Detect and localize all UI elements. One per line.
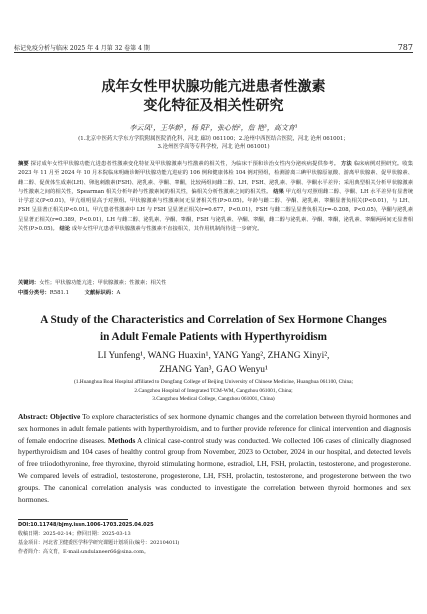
fund-info: 基金项目：河北省卫健委医学科学研究课题计划项目(编号：20210401I): [18, 540, 180, 546]
chinese-affiliation-line2: 3.沧州医学高等专科学校，河北 沧州 061001): [157, 144, 270, 150]
abstract-cn-methods-label: 方法: [340, 161, 352, 167]
clc-label: 中图分类号：: [18, 290, 50, 296]
abstract-en-label: Abstract:: [18, 412, 48, 421]
doi: DOI:10.11748/bjmy.issn.1006-1703.2025.04.025: [18, 522, 154, 528]
abstract-cn-methods: 临床病例对照研究。收集 2023 年 11 月至 2024 年 10 月本院临床明确诊断甲状腺功能亢进症的 106 例和健康体检 104 例对照组，检测游离三碘甲状腺原氨酸、游离甲状腺素、促甲状腺素、雌二醇、促黄体生成素(LH)、卵泡刺激素(FSH)、泌乳素、孕酮、睾酮，比较两组间雌二醇、LH、FSH、泌乳素、孕酮、孕酮水平差异；采用典型相关分析甲状腺激素与性激素之间的相关性，Spearman 相关分析年龄与性激素间的相关性，偏相关分析性激素之间的相关性。: [18, 161, 413, 195]
abstract-cn-label: 摘要: [18, 161, 29, 167]
footnote-divider: [18, 519, 128, 520]
author-info: 作者简介：高文育，E-mail:undulaneer66@sina.com。: [18, 549, 149, 555]
chinese-title-line1: 成年女性甲状腺功能亢进患者性激素: [101, 79, 326, 95]
english-title-line2: in Adult Female Patients with Hyperthyroidism: [100, 331, 327, 343]
english-affiliations: [30, 378, 397, 404]
english-authors-line1: LI Yunfeng¹, WANG Huaxin¹, YANG Yang², ZHANG Xinyi²,: [97, 351, 330, 361]
english-title: [20, 312, 407, 346]
abstract-cn-conclusion-label: 结论: [59, 226, 71, 233]
abstract-en-objective-label: Objective: [49, 412, 81, 421]
classification-line: [18, 289, 413, 298]
abstract-en-methods-label: Methods: [107, 435, 136, 445]
chinese-keywords: [18, 279, 413, 288]
abstract-cn-results-label: 结果: [273, 188, 284, 195]
english-affiliation-line2: 2.Cangzhou Hospital of Integrated TCM-WM, Cangzhou 061001, China;: [134, 387, 293, 394]
keywords-cn-label: 关键词：: [18, 280, 40, 286]
chinese-title-line2: 变化特征及相关性研究: [143, 98, 284, 114]
abstract-cn-results: 甲亢组与对照组雌二醇、孕酮、LH 水平差异有显著统计学意义(P<0.01)，甲亢组明显高于对照组。甲状腺激素与性激素间无显著相关性(P>0.05)。年龄与雌二醇、孕酮、泌乳素、睾酮显著负相关(P<0.01)，与 LH、FSH 呈显著正相关(P<0.01)。甲亢患者性激素中 LH 与 FSH 呈显著正相关(r=0.677，P<0.01)，FSH 与雌二醇呈显著负相关(r=-0.208，P<0.05)，孕酮与泌乳素呈显著正相关(r=0.389，P<0.01)，LH 与雌二醇、泌乳素、孕酮、睾酮，FSH 与泌乳素、孕酮、睾酮，雌二醇与泌乳素、孕酮、睾酮，泌乳素、睾酮两两间无显著相关性(P>0.05)。: [18, 188, 413, 233]
chinese-title: [0, 78, 427, 116]
abstract-cn-objective: 探讨成年女性甲状腺功能亢进患者性激素变化特征及甲状腺激素与性激素的相关性，为临床干预和诊治女性内分泌疾病提供参考。: [30, 161, 340, 167]
abstract-cn-conclusion: 成年女性甲亢患者甲状腺激素与性激素不直接相关，其作用机制尚待进一步研究。: [71, 226, 263, 233]
running-header: [14, 40, 413, 53]
english-affiliation-line1: (1.Huanghua Boai Hospital affiliated to Dongfang College of Beijing University of Chinese Medicine, Huanghua 061100, China;: [73, 379, 354, 385]
page-number: 787: [397, 43, 413, 52]
clc-value: R581.1: [49, 290, 69, 296]
footnotes: [18, 521, 413, 557]
chinese-abstract: [18, 160, 413, 234]
english-authors-line2: ZHANG Yan³, GAO Wenyu¹: [159, 365, 268, 375]
abstract-en-methods: A clinical case-control study was conducted. We collected 106 cases of clinically diagnosed hyperthyroidism and 104 cases of healthy control group from November, 2023 to October, 2024 in our hospital, and detected levels of free triiodothyronine, free thyroxine, thyroid stimulating hormone, estradiol, LH, FSH, prolactin, testosterone, and progesterone. We compared levels of estradiol, testosterone, progesterone, LH, FSH, prolactin, testosterone, and progesterone between the two groups. The canonical correlation analysis was conducted to investigate the correlation between thyroid hormones and sex hormones.: [18, 435, 411, 504]
english-title-line1: A Study of the Characteristics and Correlation of Sex Hormone Changes: [40, 314, 387, 326]
chinese-affiliation-line1: (1.北京中医药大学东方学院附属医院消化科，河北 廊坊 061100；2.沧州中西医结合医院，河北 沧州 061001；: [78, 136, 349, 142]
keywords-cn-text: 女性；甲状腺功能亢进；甲状腺激素；性激素；相关性: [39, 280, 167, 286]
abstract-en-objective: To explore characteristics of sex hormone dynamic changes and the correlation between thyroid hormones and sex hormones in adult female patients with hyperthyroidism, and to further provide reference for clinical intervention and diagnosis of female endocrine diseases.: [18, 412, 411, 445]
journal-name: 标记免疫分析与临床 2025 年 4 月第 32 卷第 4 期: [14, 45, 150, 52]
doc-code-value: A: [116, 290, 121, 296]
english-affiliation-line3: 3.Cangzhou Medical College, Cangzhou 061001, China): [152, 396, 275, 402]
english-authors: [40, 349, 387, 377]
received-dates: 收稿日期：2025-02-14；修回日期：2025-03-13: [18, 531, 131, 537]
english-abstract: [18, 411, 411, 505]
chinese-authors: 李云凤¹，王华新¹，杨 阳²，张心怡²，詹 艳³，高文育¹: [129, 124, 298, 132]
doc-code-label: 文献标识码：: [84, 290, 117, 296]
chinese-affiliations: [40, 135, 387, 151]
